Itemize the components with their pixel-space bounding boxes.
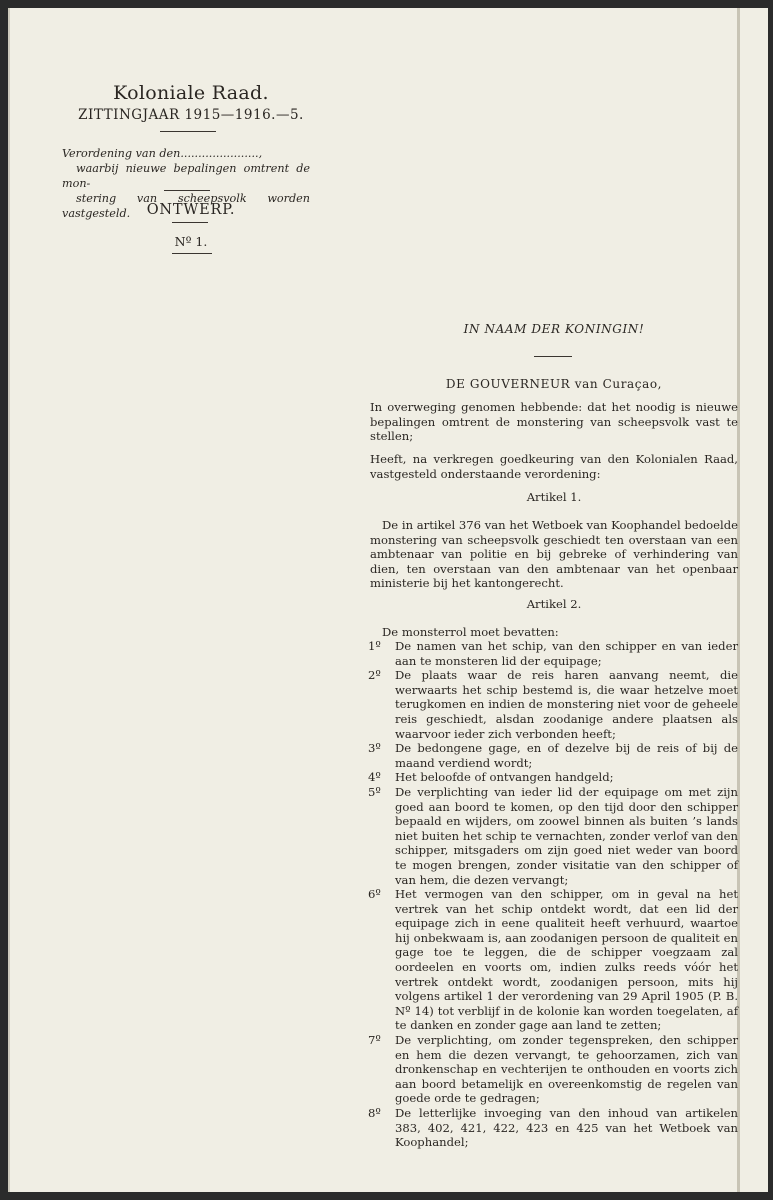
article-1-text: De in artikel 376 van het Wetboek van Koophandel bedoelde monstering van scheepsvolk geschiedt ten overstaan van een ambtenaar van politie en bij gebreke of verhindering van dien, ten overstaan van den ambtenaar van het openbaar ministerie bij het kantongerecht. (370, 518, 738, 591)
item-text: De verplichting van ieder lid der equipage om met zijn goed aan boord te komen, op den tijd door den schipper bepaald en wijders, om zoowel binnen als buiten ’s lands niet buiten het schip te vernachten, zonder verlof van den schipper, mitsgaders om zijn goed niet weder van boord te mogen brengen, zonder visitatie van den schipper of van hem, die dezen vervangt; (395, 784, 738, 887)
list-item (370, 1033, 738, 1106)
draft-label: ONTWERP. (146, 202, 236, 218)
item-text: De letterlijke invoeging van den inhoud van artikelen 383, 402, 421, 422, 423 en 425 van het Wetboek van Koophandel; (395, 1106, 738, 1150)
article-2-list (370, 639, 738, 1150)
list-item (370, 668, 738, 741)
divider (164, 190, 210, 191)
list-item (370, 785, 738, 887)
item-text: Het beloofde of ontvangen handgeld; (395, 770, 614, 785)
list-item (370, 1106, 738, 1150)
item-number: 2º (368, 668, 381, 683)
divider (172, 253, 212, 254)
preamble-enacted: Heeft, na verkregen goedkeuring van den Kolonialen Raad, vastgesteld onderstaande verordening: (370, 452, 738, 481)
article-1-heading: Artikel 1. (526, 490, 582, 504)
invocation: IN NAAM DER KONINGIN! (463, 322, 645, 336)
article-2-intro: De monsterrol moet bevatten: (382, 625, 559, 639)
item-text: Het vermogen van den schipper, om in geval na het vertrek van het schip ontdekt wordt, dat een lid der equipage zich in eene qualiteit heeft verhuurd, waartoe hij onbekwaam is, aan zoodanigen persoon de qualiteit en gage toe te leggen, die de schipper voegzaam zal oordeelen en voorts om, indien zulks reeds vóór het vertrek ontdekt wordt, zoodanigen persoon, mits hij volgens artikel 1 der verordening van 29 April 1905 (P. B. Nº 14) tot verblijf in de kolonie kan worden toegelaten, af te danken en zonder gage aan land te zetten; (395, 887, 738, 1033)
description-line: stering van scheepsvolk worden vastgesteld. (62, 192, 310, 220)
item-number: 6º (368, 887, 381, 902)
governor-line: DE GOUVERNEUR van Curaçao, (445, 377, 663, 391)
list-item (370, 770, 738, 785)
list-item (370, 639, 738, 668)
item-text: De namen van het schip, van den schipper en van ieder aan te monsteren lid der equipage; (395, 639, 738, 668)
item-text: De plaats waar de reis haren aanvang neemt, die werwaarts het schip bestemd is, die waar hetzelve moet terugkomen en indien de monstering niet voor de geheele reis geschiedt, alsdan zoodanige andere plaatsen als waarvoor ieder zich verbonden heeft; (395, 668, 738, 741)
list-item (370, 741, 738, 770)
draft-number: Nº 1. (174, 234, 208, 249)
item-text: De verplichting, om zonder tegenspreken, den schipper en hem die dezen vervangt, te gehoorzamen, zich van dronkenschap en vechterijen te onthouden en voorts zich aan boord betamelijk en overeenkomstig de regelen van goede orde te gedragen; (395, 1033, 738, 1106)
divider (160, 131, 216, 132)
item-number: 5º (368, 784, 381, 799)
item-number: 8º (368, 1106, 381, 1120)
divider (172, 222, 208, 223)
council-title: Koloniale Raad. (113, 82, 269, 104)
item-number: 3º (368, 741, 381, 756)
list-item (370, 887, 738, 1033)
session-year: ZITTINGJAAR 1915—1916.—5. (78, 107, 304, 123)
article-2-heading: Artikel 2. (526, 597, 582, 611)
item-number: 7º (368, 1033, 381, 1048)
description-line: waarbij nieuwe bepalingen omtrent de mon- (62, 162, 310, 190)
divider (534, 356, 572, 357)
description-line: Verordening van den......................, (62, 147, 263, 160)
item-number: 4º (368, 770, 381, 785)
item-number: 1º (368, 639, 381, 653)
preamble-considering: In overweging genomen hebbende: dat het noodig is nieuwe bepalingen omtrent de monstering van scheepsvolk vast te stellen; (370, 400, 738, 444)
item-text: De bedongene gage, en of dezelve bij de reis of bij de maand verdiend wordt; (395, 741, 738, 770)
